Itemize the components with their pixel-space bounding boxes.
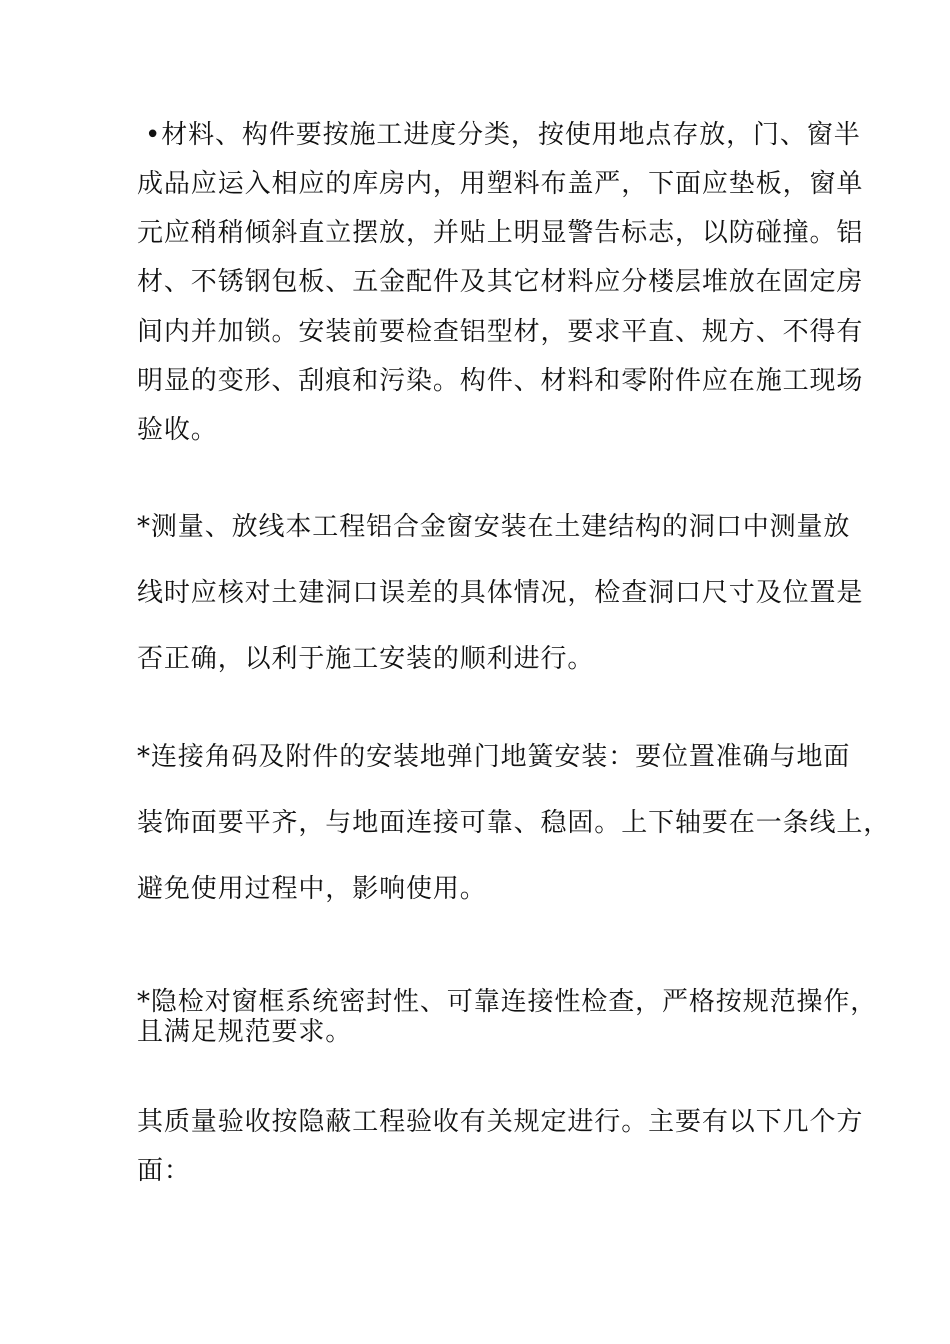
paragraph-line: 材、不锈钢包板、五金配件及其它材料应分楼层堆放在固定房 — [137, 267, 864, 297]
paragraph-line: 验收。 — [137, 415, 218, 445]
paragraph-line: •材料、构件要按施工进度分类，按使用地点存放，门、窗半 — [145, 120, 861, 150]
paragraph-line: 明显的变形、刮痕和污染。构件、材料和零附件应在施工现场 — [137, 366, 864, 396]
paragraph-line: 否正确，以利于施工安装的顺利进行。 — [137, 644, 595, 674]
paragraph-line: 避免使用过程中，影响使用。 — [137, 874, 487, 904]
paragraph-line: 其质量验收按隐蔽工程验收有关规定进行。主要有以下几个方 — [137, 1107, 864, 1137]
paragraph-line: 装饰面要平齐，与地面连接可靠、稳固。上下轴要在一条线上， — [137, 808, 891, 838]
paragraph-line: 间内并加锁。安装前要检查铝型材，要求平直、规方、不得有 — [137, 317, 864, 347]
paragraph-line: 且满足规范要求。 — [137, 1017, 353, 1047]
paragraph-line: *连接角码及附件的安装地弹门地簧安装：要位置准确与地面 — [137, 742, 851, 772]
paragraph-line: *隐检对窗框系统密封性、可靠连接性检查，严格按规范操作， — [137, 987, 878, 1017]
paragraph-line: 元应稍稍倾斜直立摆放，并贴上明显警告标志，以防碰撞。铝 — [137, 218, 864, 248]
paragraph-line: *测量、放线本工程铝合金窗安装在土建结构的洞口中测量放 — [137, 512, 851, 542]
paragraph-line: 成品应运入相应的库房内，用塑料布盖严，下面应垫板，窗单 — [137, 169, 864, 199]
paragraph-line: 面： — [137, 1156, 191, 1186]
paragraph-line: 线时应核对土建洞口误差的具体情况，检查洞口尺寸及位置是 — [137, 578, 864, 608]
